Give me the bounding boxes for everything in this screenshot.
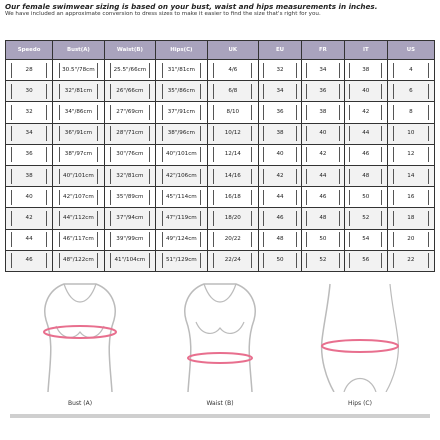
cell-value: 42"/107cm xyxy=(59,190,98,205)
cell-it xyxy=(344,123,387,144)
cell-value: 46 xyxy=(349,147,382,162)
figure-waist xyxy=(150,276,290,440)
figure-bust xyxy=(10,276,150,440)
cell-speedo xyxy=(6,60,53,81)
cell-value: 48 xyxy=(306,211,339,226)
table-row xyxy=(6,102,435,123)
cell-value: 41"/104cm xyxy=(110,253,149,268)
cell-value: 44 xyxy=(306,169,339,184)
cell-it xyxy=(344,250,387,271)
cell-value: 50 xyxy=(349,190,382,205)
cell-uk xyxy=(207,250,258,271)
cell-eu xyxy=(259,187,302,208)
cell-hips xyxy=(156,144,207,165)
cell-fr xyxy=(301,60,344,81)
cell-value: 8 xyxy=(393,105,429,120)
cell-uk xyxy=(207,123,258,144)
cell-fr xyxy=(301,81,344,102)
cell-it xyxy=(344,187,387,208)
intro-headline: Our female swimwear sizing is based on your bust, waist and hips measurements in inches. xyxy=(5,2,378,11)
cell-value: 44"/112cm xyxy=(59,211,98,226)
cell-value: 40 xyxy=(263,147,296,162)
cell-value: 35"/89cm xyxy=(110,190,149,205)
cell-value: 40 xyxy=(349,84,382,99)
cell-us xyxy=(387,102,434,123)
figure-label-bust: Bust (A) xyxy=(67,400,93,407)
cell-bust xyxy=(53,165,104,186)
cell-value: 38"/96cm xyxy=(162,126,201,141)
cell-eu xyxy=(259,60,302,81)
cell-hips xyxy=(156,123,207,144)
cell-hips xyxy=(156,102,207,123)
cell-value: 42 xyxy=(11,211,47,226)
intro-body: We have included an approximate conversion to dress sizes to make it easier to find the size that's right for you. xyxy=(5,11,321,17)
cell-value: 20/22 xyxy=(213,232,252,247)
cell-hips xyxy=(156,165,207,186)
bust-measure-icon xyxy=(34,282,126,392)
cell-it xyxy=(344,60,387,81)
cell-value: 18/20 xyxy=(213,211,252,226)
cell-value: 25.5"/66cm xyxy=(110,63,149,78)
table-row xyxy=(6,165,435,186)
cell-value: 39"/99cm xyxy=(110,232,149,247)
cell-bust xyxy=(53,102,104,123)
cell-waist xyxy=(104,123,155,144)
cell-value: 6/8 xyxy=(213,84,252,99)
cell-value: 47"/119cm xyxy=(162,211,201,226)
cell-speedo xyxy=(6,187,53,208)
cell-value: 8/10 xyxy=(213,105,252,120)
header-it: IT xyxy=(344,41,387,60)
table-row xyxy=(6,60,435,81)
cell-value: 38 xyxy=(263,126,296,141)
cell-value: 12 xyxy=(393,147,429,162)
table-row xyxy=(6,123,435,144)
waist-measure-icon xyxy=(174,282,266,392)
cell-value: 18 xyxy=(393,211,429,226)
cell-waist xyxy=(104,144,155,165)
figure-hips xyxy=(290,276,430,440)
cell-fr xyxy=(301,102,344,123)
cell-hips xyxy=(156,229,207,250)
cell-uk xyxy=(207,81,258,102)
header-eu: EU xyxy=(259,41,302,60)
cell-waist xyxy=(104,229,155,250)
cell-waist xyxy=(104,165,155,186)
cell-value: 16/18 xyxy=(213,190,252,205)
cell-value: 36 xyxy=(306,84,339,99)
hips-measure-icon xyxy=(314,282,406,392)
cell-value: 20 xyxy=(393,232,429,247)
cell-value: 50 xyxy=(263,253,296,268)
cell-value: 51"/129cm xyxy=(162,253,201,268)
cell-value: 34 xyxy=(263,84,296,99)
cell-value: 22/24 xyxy=(213,253,252,268)
cell-waist xyxy=(104,187,155,208)
figure-divider xyxy=(150,414,290,418)
header-uk: UK xyxy=(207,41,258,60)
cell-value: 38"/97cm xyxy=(59,147,98,162)
cell-eu xyxy=(259,165,302,186)
cell-value: 54 xyxy=(349,232,382,247)
figure-label-hips: Hips (C) xyxy=(348,400,372,407)
cell-fr xyxy=(301,165,344,186)
cell-it xyxy=(344,208,387,229)
cell-uk xyxy=(207,144,258,165)
table-row xyxy=(6,187,435,208)
cell-value: 35"/86cm xyxy=(162,84,201,99)
cell-value: 12/14 xyxy=(213,147,252,162)
cell-value: 56 xyxy=(349,253,382,268)
table-row xyxy=(6,81,435,102)
cell-value: 22 xyxy=(393,253,429,268)
cell-value: 38 xyxy=(11,169,47,184)
cell-value: 40"/101cm xyxy=(59,169,98,184)
cell-bust xyxy=(53,60,104,81)
cell-value: 40 xyxy=(306,126,339,141)
cell-value: 40 xyxy=(11,190,47,205)
cell-speedo xyxy=(6,144,53,165)
cell-value: 48 xyxy=(263,232,296,247)
cell-uk xyxy=(207,187,258,208)
cell-fr xyxy=(301,229,344,250)
cell-bust xyxy=(53,144,104,165)
cell-hips xyxy=(156,60,207,81)
cell-waist xyxy=(104,102,155,123)
cell-hips xyxy=(156,187,207,208)
cell-value: 46 xyxy=(306,190,339,205)
cell-waist xyxy=(104,208,155,229)
cell-bust xyxy=(53,81,104,102)
cell-value: 42 xyxy=(349,105,382,120)
cell-value: 10/12 xyxy=(213,126,252,141)
cell-value: 30"/76cm xyxy=(110,147,149,162)
cell-hips xyxy=(156,81,207,102)
cell-fr xyxy=(301,250,344,271)
cell-us xyxy=(387,229,434,250)
cell-value: 34 xyxy=(11,126,47,141)
cell-speedo xyxy=(6,250,53,271)
cell-us xyxy=(387,60,434,81)
cell-eu xyxy=(259,229,302,250)
cell-uk xyxy=(207,229,258,250)
cell-value: 36 xyxy=(263,105,296,120)
figure-divider xyxy=(290,414,430,418)
cell-value: 42 xyxy=(263,169,296,184)
cell-value: 14 xyxy=(393,169,429,184)
figure-label-waist: Waist (B) xyxy=(206,400,234,407)
measurement-figures xyxy=(0,276,440,440)
cell-eu xyxy=(259,208,302,229)
cell-fr xyxy=(301,187,344,208)
cell-it xyxy=(344,81,387,102)
cell-fr xyxy=(301,144,344,165)
cell-speedo xyxy=(6,123,53,144)
intro xyxy=(5,2,435,18)
cell-value: 48 xyxy=(349,169,382,184)
cell-eu xyxy=(259,250,302,271)
cell-value: 6 xyxy=(393,84,429,99)
cell-bust xyxy=(53,123,104,144)
cell-value: 30.5"/78cm xyxy=(59,63,98,78)
cell-value: 50 xyxy=(306,232,339,247)
cell-eu xyxy=(259,144,302,165)
cell-value: 32"/81cm xyxy=(110,169,149,184)
table-row xyxy=(6,208,435,229)
cell-value: 40"/101cm xyxy=(162,147,201,162)
cell-it xyxy=(344,144,387,165)
cell-value: 37"/94cm xyxy=(110,211,149,226)
cell-fr xyxy=(301,123,344,144)
table-header-row xyxy=(6,41,435,60)
cell-value: 16 xyxy=(393,190,429,205)
cell-value: 52 xyxy=(306,253,339,268)
cell-value: 44 xyxy=(263,190,296,205)
size-table xyxy=(5,40,435,272)
cell-value: 49"/124cm xyxy=(162,232,201,247)
cell-eu xyxy=(259,81,302,102)
header-hips: Hips(C) xyxy=(156,41,207,60)
cell-us xyxy=(387,165,434,186)
cell-value: 27"/69cm xyxy=(110,105,149,120)
cell-bust xyxy=(53,208,104,229)
cell-value: 38 xyxy=(349,63,382,78)
cell-fr xyxy=(301,208,344,229)
cell-value: 46 xyxy=(11,253,47,268)
cell-us xyxy=(387,187,434,208)
cell-value: 26"/66cm xyxy=(110,84,149,99)
cell-uk xyxy=(207,60,258,81)
cell-bust xyxy=(53,229,104,250)
cell-speedo xyxy=(6,165,53,186)
cell-value: 32"/81cm xyxy=(59,84,98,99)
cell-value: 52 xyxy=(349,211,382,226)
cell-value: 28"/71cm xyxy=(110,126,149,141)
cell-value: 34 xyxy=(306,63,339,78)
cell-value: 48"/122cm xyxy=(59,253,98,268)
cell-value: 10 xyxy=(393,126,429,141)
table-row xyxy=(6,144,435,165)
cell-uk xyxy=(207,208,258,229)
cell-value: 46"/117cm xyxy=(59,232,98,247)
header-bust: Bust(A) xyxy=(53,41,104,60)
cell-value: 42 xyxy=(306,147,339,162)
cell-it xyxy=(344,102,387,123)
cell-eu xyxy=(259,123,302,144)
cell-waist xyxy=(104,60,155,81)
cell-us xyxy=(387,208,434,229)
header-waist: Waist(B) xyxy=(104,41,155,60)
cell-value: 30 xyxy=(11,84,47,99)
cell-value: 14/16 xyxy=(213,169,252,184)
header-speedo: Speedo xyxy=(6,41,53,60)
table-body xyxy=(6,60,435,272)
cell-value: 46 xyxy=(263,211,296,226)
cell-hips xyxy=(156,250,207,271)
figure-divider xyxy=(10,414,150,418)
cell-us xyxy=(387,123,434,144)
cell-speedo xyxy=(6,81,53,102)
cell-value: 45"/114cm xyxy=(162,190,201,205)
cell-value: 32 xyxy=(263,63,296,78)
cell-us xyxy=(387,144,434,165)
table-row xyxy=(6,229,435,250)
cell-hips xyxy=(156,208,207,229)
cell-value: 36"/91cm xyxy=(59,126,98,141)
cell-value: 28 xyxy=(11,63,47,78)
cell-us xyxy=(387,81,434,102)
cell-value: 4 xyxy=(393,63,429,78)
cell-value: 36 xyxy=(11,147,47,162)
cell-value: 38 xyxy=(306,105,339,120)
cell-bust xyxy=(53,187,104,208)
cell-value: 31"/81cm xyxy=(162,63,201,78)
cell-speedo xyxy=(6,229,53,250)
cell-value: 44 xyxy=(349,126,382,141)
cell-uk xyxy=(207,102,258,123)
cell-value: 34"/86cm xyxy=(59,105,98,120)
table-row xyxy=(6,250,435,271)
cell-waist xyxy=(104,250,155,271)
cell-it xyxy=(344,229,387,250)
cell-value: 4/6 xyxy=(213,63,252,78)
cell-value: 44 xyxy=(11,232,47,247)
cell-bust xyxy=(53,250,104,271)
cell-speedo xyxy=(6,102,53,123)
cell-value: 37"/91cm xyxy=(162,105,201,120)
cell-value: 42"/106cm xyxy=(162,169,201,184)
cell-uk xyxy=(207,165,258,186)
cell-value: 32 xyxy=(11,105,47,120)
header-fr: FR xyxy=(301,41,344,60)
cell-us xyxy=(387,250,434,271)
cell-eu xyxy=(259,102,302,123)
header-us: US xyxy=(387,41,434,60)
cell-it xyxy=(344,165,387,186)
cell-waist xyxy=(104,81,155,102)
cell-speedo xyxy=(6,208,53,229)
